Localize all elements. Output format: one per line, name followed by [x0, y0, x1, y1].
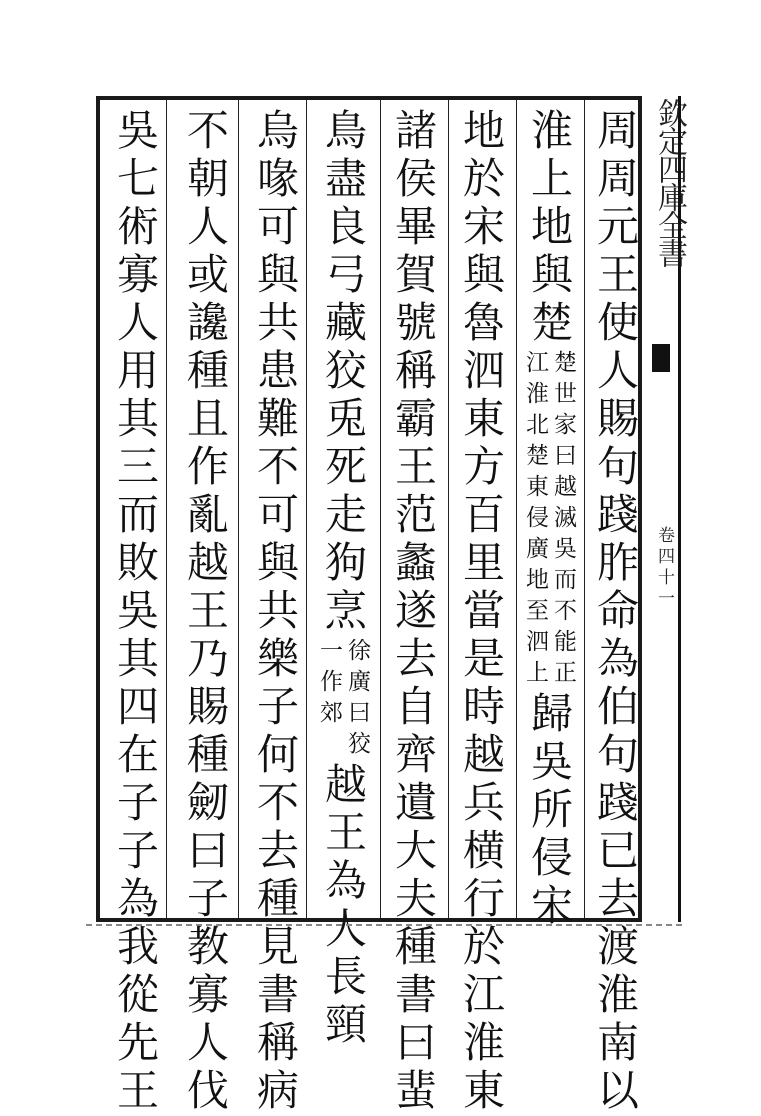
- text-column-7: [180, 108, 230, 1116]
- text-column-4: [388, 108, 438, 1116]
- main-text: 越王為人長頸: [319, 762, 368, 1050]
- main-text: 鳥盡良弓藏狡兎死走狗烹: [319, 108, 368, 636]
- note-right: 徐廣曰狡: [344, 638, 370, 762]
- main-text: 地於宋與魯泗東方百里當是時越兵横行於江淮東: [457, 108, 506, 1116]
- text-column-1: [590, 108, 640, 1116]
- note-left: 一作郊: [316, 638, 342, 731]
- main-text: 諸侯畢賀號稱霸王范蠡遂去自齊遺大夫種書曰蜚: [389, 108, 438, 1116]
- page-bottom-edge: [86, 924, 682, 926]
- column-rule: [448, 100, 449, 918]
- column-rule: [238, 100, 239, 918]
- column-rule: [380, 100, 381, 918]
- main-text: 不朝人或讒種且作亂越王乃賜種劒曰子教寡人伐: [181, 108, 230, 1116]
- note-right: 楚世家曰越滅吳而不能正: [550, 350, 576, 691]
- volume-label: 卷四十一: [654, 526, 674, 610]
- column-rule: [166, 100, 167, 918]
- main-text: 淮上地與楚: [525, 108, 574, 348]
- commentary-note: [317, 638, 369, 762]
- column-rule: [584, 100, 585, 918]
- column-rule: [306, 100, 307, 918]
- commentary-note: [523, 350, 575, 691]
- main-text: 周周元王使人賜句踐胙命為伯句踐已去渡淮南以: [591, 108, 640, 1116]
- fish-tail-mark: [652, 344, 670, 372]
- text-column-8: [110, 108, 160, 1116]
- main-text: 烏喙可與共患難不可與共樂子何不去種見書稱病: [251, 108, 300, 1116]
- margin-strip: [644, 96, 687, 922]
- column-rule: [516, 100, 517, 918]
- text-column-2: [522, 108, 576, 931]
- text-column-3: [456, 108, 506, 1116]
- book-title: 欽定四庫全書: [652, 98, 687, 266]
- text-column-5: [316, 108, 370, 1050]
- margin-border: [678, 96, 681, 922]
- note-left: 江淮北楚東侵廣地至泗上: [522, 350, 548, 691]
- main-text: 吳七術寡人用其三而敗吳其四在子子為我從先王: [111, 108, 160, 1116]
- text-column-6: [250, 108, 300, 1116]
- main-text: 歸吳所侵宋: [525, 691, 574, 931]
